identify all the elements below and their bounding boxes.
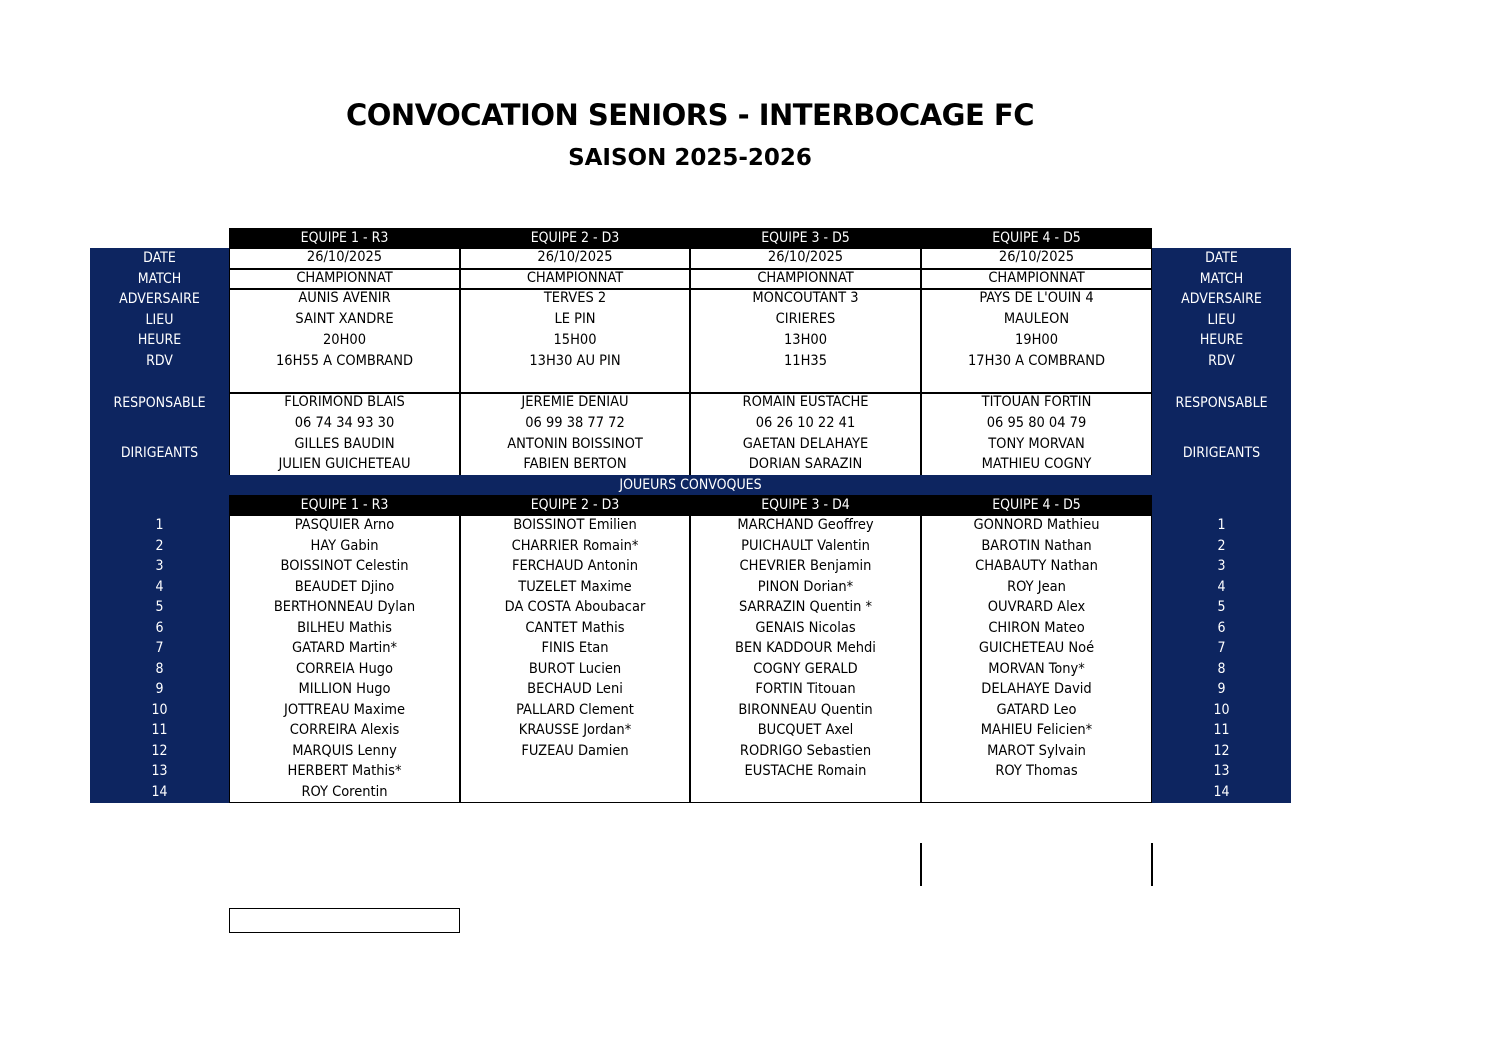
match-type-cell: CHAMPIONNAT <box>460 269 690 290</box>
label-right-adversaire: ADVERSAIRE <box>1181 291 1262 307</box>
separator-line <box>1151 843 1153 886</box>
phone-cell: 06 26 10 22 41 <box>755 415 856 431</box>
player-number-left: 2 <box>155 537 164 554</box>
heure-cell: 15H00 <box>553 331 597 348</box>
dirigeant-cell: TONY MORVAN <box>988 435 1085 452</box>
responsable-cell: JEREMIE DENIAU <box>521 394 629 410</box>
team-header-2: EQUIPE 2 - D3 <box>460 228 690 248</box>
phone-cell: 06 99 38 77 72 <box>525 415 625 431</box>
player-name: DA COSTA Aboubacar <box>504 599 646 615</box>
player-name: RODRIGO Sebastien <box>739 742 872 759</box>
label-right-lieu: LIEU <box>1207 311 1236 328</box>
left-joueurs-panel <box>90 476 229 496</box>
team-header-4: EQUIPE 4 - D5 <box>921 228 1152 248</box>
player-number-left: 6 <box>155 619 164 636</box>
responsable-cell: ROMAIN EUSTACHE <box>742 394 869 410</box>
label-left-dirigeants: DIRIGEANTS <box>120 445 199 461</box>
player-number-left: 7 <box>155 640 164 656</box>
player-name: BEN KADDOUR Mehdi <box>735 640 876 656</box>
date-cell: 26/10/2025 <box>921 248 1152 269</box>
player-name: BUCQUET Axel <box>757 722 854 738</box>
player-name: CHIRON Mateo <box>988 619 1085 636</box>
label-left-rdv: RDV <box>146 353 173 369</box>
player-name: PINON Dorian* <box>757 578 854 595</box>
label-left-lieu: LIEU <box>145 311 174 328</box>
season-subtitle: SAISON 2025-2026 <box>568 145 812 171</box>
player-number-right: 7 <box>1217 640 1226 656</box>
player-name: GUICHETEAU Noé <box>978 640 1095 656</box>
player-name: ROY Corentin <box>301 783 388 800</box>
page-title: CONVOCATION SENIORS - INTERBOCAGE FC <box>346 98 1034 132</box>
player-name: HERBERT Mathis* <box>287 763 402 779</box>
phone-cell: 06 95 80 04 79 <box>986 415 1087 431</box>
responsable-cell: FLORIMOND BLAIS <box>284 394 405 410</box>
player-name: CANTET Mathis <box>525 619 625 636</box>
player-number-left: 13 <box>151 763 168 779</box>
dirigeant-cell: GILLES BAUDIN <box>294 435 395 452</box>
label-left-adversaire: ADVERSAIRE <box>119 291 200 307</box>
player-name: GENAIS Nicolas <box>755 619 856 636</box>
player-name: PUICHAULT Valentin <box>741 537 870 554</box>
lieu-cell: LE PIN <box>554 311 596 327</box>
player-name: ROY Thomas <box>995 763 1078 779</box>
player-name: FINIS Etan <box>541 640 609 656</box>
player-name: BERTHONNEAU Dylan <box>273 599 416 615</box>
player-name: CORREIRA Alexis <box>289 722 400 738</box>
empty-box <box>229 908 460 933</box>
player-name: FORTIN Titouan <box>755 681 856 697</box>
player-number-right: 10 <box>1213 701 1230 718</box>
lieu-cell: SAINT XANDRE <box>295 311 394 327</box>
rdv-cell: 16H55 A COMBRAND <box>276 352 413 369</box>
player-team-header-4: EQUIPE 4 - D5 <box>921 495 1152 515</box>
rdv-cell: 11H35 <box>783 352 827 369</box>
player-name: GONNORD Mathieu <box>973 517 1100 533</box>
player-number-left: 1 <box>155 517 164 533</box>
match-type-cell: CHAMPIONNAT <box>921 269 1152 290</box>
player-number-right: 6 <box>1217 619 1226 636</box>
player-number-right: 13 <box>1213 763 1230 779</box>
player-name: CORREIA Hugo <box>296 660 393 677</box>
player-name: BAROTIN Nathan <box>981 537 1092 554</box>
label-right-match: MATCH <box>1199 270 1244 287</box>
player-number-right: 2 <box>1217 537 1226 554</box>
label-left-heure: HEURE <box>137 332 182 348</box>
label-left-date: DATE <box>143 250 176 266</box>
player-number-right: 12 <box>1213 742 1230 759</box>
lieu-cell: MAULEON <box>1003 311 1070 327</box>
player-number-right: 8 <box>1217 660 1226 677</box>
rdv-cell: 17H30 A COMBRAND <box>968 352 1105 369</box>
date-cell: 26/10/2025 <box>690 248 921 269</box>
match-type-cell: CHAMPIONNAT <box>229 269 460 290</box>
player-name: TUZELET Maxime <box>518 578 632 595</box>
player-number-right: 14 <box>1213 783 1230 800</box>
player-number-left: 11 <box>151 722 168 738</box>
player-name: HAY Gabin <box>310 537 379 554</box>
player-name: MAHIEU Felicien* <box>980 722 1093 738</box>
player-name: FUZEAU Damien <box>521 742 629 759</box>
label-right-responsable: RESPONSABLE <box>1175 395 1268 411</box>
player-number-left: 8 <box>155 660 164 677</box>
player-name: PASQUIER Arno <box>294 517 395 533</box>
player-name: MARCHAND Geoffrey <box>737 517 874 533</box>
player-name: BECHAUD Leni <box>527 681 623 697</box>
player-team-header-3: EQUIPE 3 - D4 <box>690 495 921 515</box>
label-left-responsable: RESPONSABLE <box>113 395 206 411</box>
left-header-panel <box>90 495 229 516</box>
dirigeant-cell: GAETAN DELAHAYE <box>742 435 869 452</box>
player-name: BEAUDET Djino <box>294 578 395 595</box>
date-cell: 26/10/2025 <box>460 248 690 269</box>
dirigeant-cell: ANTONIN BOISSINOT <box>507 435 643 452</box>
player-name: MARQUIS Lenny <box>292 742 397 759</box>
player-number-left: 10 <box>151 701 168 718</box>
dirigeant-cell: FABIEN BERTON <box>523 456 627 472</box>
heure-cell: 13H00 <box>783 331 827 348</box>
adversaire-cell: PAYS DE L'OUIN 4 <box>979 290 1094 306</box>
heure-cell: 20H00 <box>322 331 366 348</box>
team-header-3: EQUIPE 3 - D5 <box>690 228 921 248</box>
player-team-header-1: EQUIPE 1 - R3 <box>229 495 460 515</box>
rdv-cell: 13H30 AU PIN <box>529 352 621 369</box>
player-name: ROY Jean <box>1007 578 1066 595</box>
player-name: DELAHAYE David <box>981 681 1092 697</box>
phone-cell: 06 74 34 93 30 <box>294 415 395 431</box>
player-name: GATARD Leo <box>996 701 1077 718</box>
player-name: MAROT Sylvain <box>987 742 1086 759</box>
label-right-date: DATE <box>1205 250 1238 266</box>
player-name: BOISSINOT Emilien <box>513 517 637 533</box>
player-number-left: 5 <box>155 599 164 615</box>
date-cell: 26/10/2025 <box>229 248 460 269</box>
player-number-left: 4 <box>155 578 164 595</box>
player-number-right: 3 <box>1217 558 1226 574</box>
player-name: BOISSINOT Celestin <box>280 558 409 574</box>
joueurs-convoques-bar: JOUEURS CONVOQUES <box>229 475 1152 495</box>
dirigeant-cell: MATHIEU COGNY <box>981 456 1092 472</box>
player-number-left: 12 <box>151 742 168 759</box>
match-type-cell: CHAMPIONNAT <box>690 269 921 290</box>
player-name: MORVAN Tony* <box>988 660 1085 677</box>
player-number-left: 14 <box>151 783 168 800</box>
player-name: BILHEU Mathis <box>297 619 392 636</box>
player-name: FERCHAUD Antonin <box>511 558 639 574</box>
team-header-1: EQUIPE 1 - R3 <box>229 228 460 248</box>
player-name: EUSTACHE Romain <box>744 763 867 779</box>
player-team-header-2: EQUIPE 2 - D3 <box>460 495 690 515</box>
player-name: GATARD Martin* <box>291 640 398 656</box>
player-name: CHARRIER Romain* <box>511 537 639 554</box>
label-right-rdv: RDV <box>1208 353 1235 369</box>
player-number-right: 9 <box>1217 681 1226 697</box>
player-name: CHABAUTY Nathan <box>975 558 1098 574</box>
player-number-left: 9 <box>155 681 164 697</box>
right-joueurs-panel <box>1152 476 1291 496</box>
player-name: PALLARD Clement <box>516 701 634 718</box>
player-name: BIRONNEAU Quentin <box>738 701 873 718</box>
player-name: SARRAZIN Quentin * <box>738 599 873 615</box>
player-name: OUVRARD Alex <box>987 599 1086 615</box>
player-name: COGNY GERALD <box>753 660 858 677</box>
player-number-right: 4 <box>1217 578 1226 595</box>
player-number-right: 11 <box>1213 722 1230 738</box>
adversaire-cell: TERVES 2 <box>543 290 607 306</box>
adversaire-cell: AUNIS AVENIR <box>298 290 391 306</box>
adversaire-cell: MONCOUTANT 3 <box>752 290 859 306</box>
player-name: BUROT Lucien <box>528 660 622 677</box>
dirigeant-cell: JULIEN GUICHETEAU <box>278 456 411 472</box>
player-name: JOTTREAU Maxime <box>283 701 406 718</box>
label-right-dirigeants: DIRIGEANTS <box>1182 445 1261 461</box>
responsable-cell: TITOUAN FORTIN <box>981 394 1092 410</box>
separator-line <box>920 843 922 886</box>
label-right-heure: HEURE <box>1199 332 1244 348</box>
player-number-right: 1 <box>1217 517 1226 533</box>
player-name: CHEVRIER Benjamin <box>739 558 872 574</box>
player-number-left: 3 <box>155 558 164 574</box>
lieu-cell: CIRIERES <box>775 311 836 327</box>
player-name: MILLION Hugo <box>298 681 391 697</box>
dirigeant-cell: DORIAN SARAZIN <box>748 456 863 472</box>
player-name: KRAUSSE Jordan* <box>518 722 632 738</box>
heure-cell: 19H00 <box>1014 331 1058 348</box>
player-number-right: 5 <box>1217 599 1226 615</box>
label-left-match: MATCH <box>137 270 182 287</box>
right-header-panel <box>1152 495 1291 516</box>
